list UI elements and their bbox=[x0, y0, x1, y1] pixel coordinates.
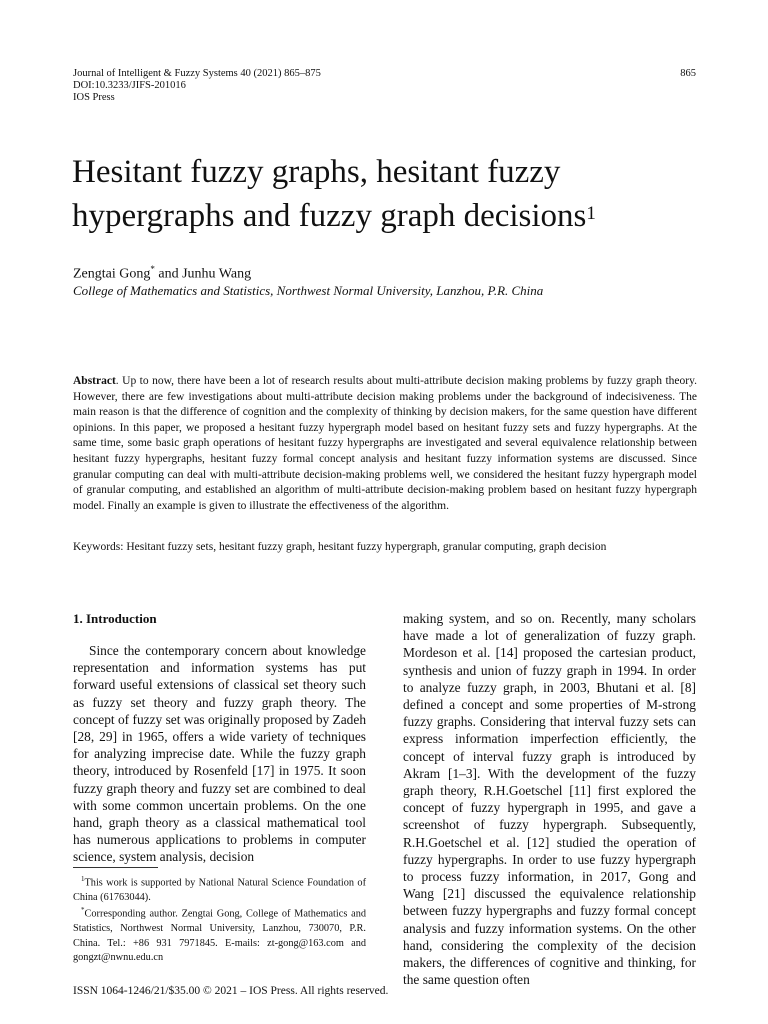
journal-citation: Journal of Intelligent & Fuzzy Systems 40 (2021) 865–875 bbox=[73, 68, 321, 79]
title-footnote-mark: 1 bbox=[586, 203, 596, 224]
doi-link[interactable]: DOI:10.3233/JIFS-201016 bbox=[73, 80, 186, 91]
author-1: Zengtai Gong bbox=[73, 266, 151, 282]
abstract-label: Abstract bbox=[73, 375, 116, 387]
keywords: Keywords: Hesitant fuzzy sets, hesitant fuzzy graph, hesitant fuzzy hypergraph, granular computing, graph decision bbox=[73, 541, 607, 553]
footnote-mark-star: * bbox=[81, 906, 85, 914]
body-column-left: Since the contemporary concern about knowledge representation and information systems has put forward useful extensions of classical set theory such as fuzzy set theory and fuzzy graph theory. The concept of fuzzy set was originally proposed by Zadeh [28, 29] in 1965, offers a wide variety of techniques for analyzing imprecise date. While the fuzzy graph theory, introduced by Rosenfeld [17] in 1975. It soon fuzzy graph theory and fuzzy set are combined to deal with some common uncertain problems. On the one hand, graph theory as a classical mathematical tool has numerous applications to problems in computer science, system analysis, decision bbox=[73, 643, 367, 865]
affiliation: College of Mathematics and Statistics, Northwest Normal University, Lanzhou, P.R. China bbox=[73, 283, 544, 298]
section-heading-introduction: 1. Introduction bbox=[73, 611, 157, 626]
corresponding-mark: * bbox=[150, 264, 155, 274]
author-2: and Junhu Wang bbox=[154, 266, 252, 282]
footnote-funding-text: This work is supported by National Natural Science Foundation of China (61763044). bbox=[73, 877, 366, 904]
page-number: 865 bbox=[680, 68, 696, 79]
footnote-divider bbox=[73, 867, 158, 868]
publisher-name: IOS Press bbox=[73, 92, 115, 103]
author-list bbox=[73, 264, 251, 283]
body-column-right: making system, and so on. Recently, many scholars have made a lot of generalization of fuzzy graph. Mordeson et al. [14] proposed the cartesian product, synthesis and union of fuzzy graph in 1994. In order to analyze fuzzy graph, in 2003, Bhutani et al. [8] defined a concept and some properties of M-strong fuzzy graphs. Considering that interval fuzzy sets can express information imperfection efficiently, the concept of interval fuzzy graph is introduced by Akram [1–3]. With the development of the fuzzy graph theory, R.H.Goetschel [11] first explored the concept of fuzzy hypergraph in 1995, and gave a screenshot of fuzzy hypergraph. Subsequently, R.H.Goetschel et al. [12] studied the operation of fuzzy hypergraphs. In order to use fuzzy hypergraph to process fuzzy information, in 2017, Gong and Wang [21] discussed the equivalence relationship between fuzzy hypergraphs and fuzzy formal concept analysis and fuzzy information systems. On the other hand, considering the complexity of the decision makers, the differences of cognitive and thinking, for the same question often bbox=[403, 611, 696, 988]
paper-title-text: Hesitant fuzzy graphs, hesitant fuzzy hypergraphs and fuzzy graph decisions bbox=[72, 154, 587, 234]
abstract-text: . Up to now, there have been a lot of research results about multi-attribute decision making problems by fuzzy graph theory. However, there are few investigations about multi-attribute decision making problems under the background of indecisiveness. The main reason is that the difference of cognition and the complexity of thinking by decision makers, for the same question have different opinions. In this paper, we proposed a hesitant fuzzy hypergraph model based on hesitant fuzzy sets and fuzzy hypergraphs. At the same time, some basic graph operations of hesitant fuzzy hypergraphs are investigated and several equivalence relationship between hesitant fuzzy hypergraphs, hesitant fuzzy formal concept analysis and hesitant fuzzy information systems are discussed. Since granular computing can deal with multi-attribute decision-making problems well, we considered the hesitant fuzzy hypergraph model of granular computing, and established an algorithm of multi-attribute decision-making problem based on hesitant fuzzy hypergraph model. Finally an example is given to illustrate the effectiveness of the algorithm. bbox=[73, 375, 697, 512]
footnote-corresponding-text: Corresponding author. Zengtai Gong, College of Mathematics and Statistics, Northwest Normal University, Lanzhou, 730070, P.R. China. Tel.: +86 931 7971845. E-mails: zt-gong@163.com and gongzt@nwnu.edu.cn bbox=[73, 908, 366, 964]
journal-header bbox=[73, 68, 321, 104]
abstract bbox=[73, 374, 697, 514]
footnote-corresponding bbox=[73, 903, 366, 966]
issn-footer: ISSN 1064-1246/21/$35.00 © 2021 – IOS Press. All rights reserved. bbox=[73, 985, 389, 997]
footnote-mark-1: 1 bbox=[81, 875, 85, 883]
footnote-funding bbox=[73, 872, 366, 906]
paper-title bbox=[72, 150, 712, 238]
